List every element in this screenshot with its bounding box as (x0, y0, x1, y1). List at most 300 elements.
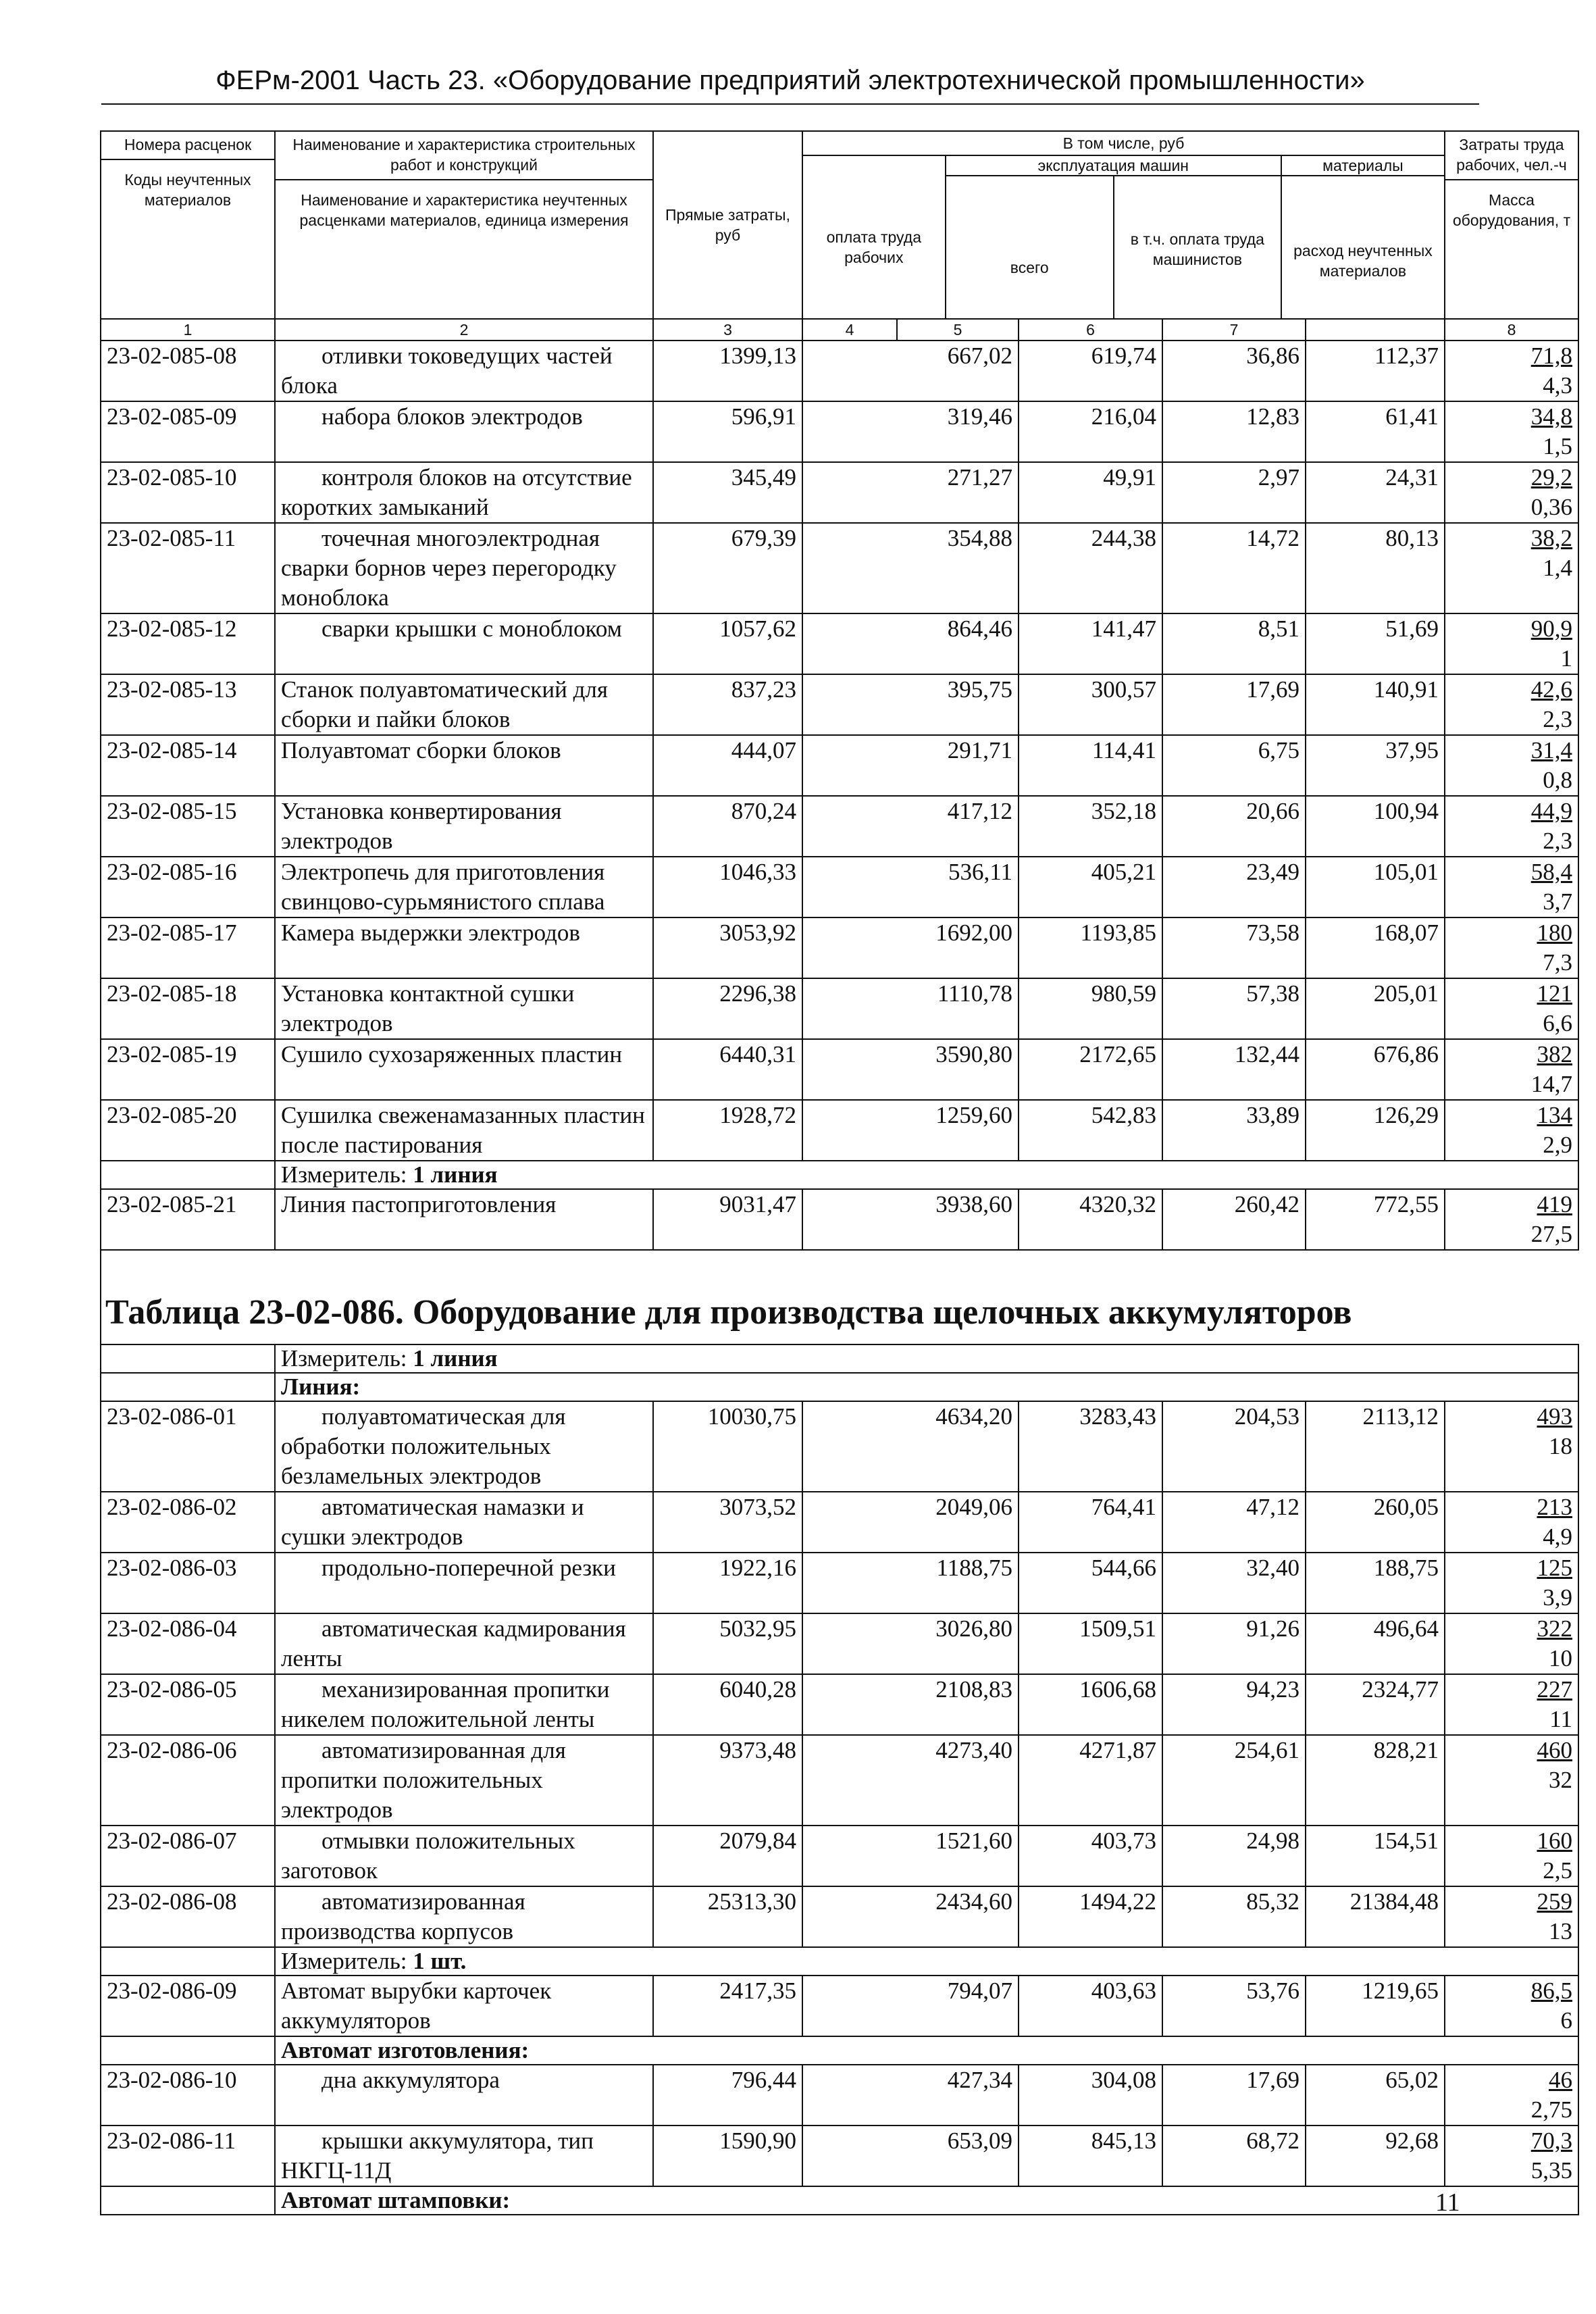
column-number: 8 (1445, 319, 1578, 341)
page-number: 11 (1435, 2188, 1460, 2217)
labor-pay: 1259,60 (802, 1100, 1019, 1161)
machinists-pay: 57,38 (1162, 978, 1306, 1039)
labor-pay: 354,88 (802, 523, 1019, 613)
machinists-pay: 254,61 (1162, 1735, 1306, 1826)
equipment-mass: 4,3 (1543, 372, 1572, 399)
column-number: 5 (897, 319, 1019, 341)
equipment-mass: 13 (1548, 1918, 1572, 1944)
machines-total: 304,08 (1019, 2065, 1162, 2126)
rate-code: 23-02-085-16 (101, 857, 275, 917)
rate-code: 23-02-086-09 (101, 1976, 275, 2036)
rate-name (275, 978, 653, 1039)
header-rate-numbers: Номера расценок (101, 132, 274, 160)
labor-costs: 71,8 (1530, 343, 1572, 369)
table-row (101, 1976, 1578, 2036)
rate-name-text: автоматизированная производства корпусов (281, 1888, 525, 1944)
labor-pay: 2049,06 (802, 1492, 1019, 1553)
materials: 188,75 (1306, 1553, 1445, 1613)
table-row (101, 341, 1578, 401)
table-row (101, 2126, 1578, 2186)
machines-total: 1509,51 (1019, 1613, 1162, 1674)
direct-costs: 1928,72 (653, 1100, 802, 1161)
machinists-pay: 2,97 (1162, 462, 1306, 523)
labor-pay: 3026,80 (802, 1613, 1019, 1674)
rate-name-text: Станок полуавтоматический для сборки и пайки блоков (281, 676, 608, 732)
group-stamp (101, 2186, 1578, 2215)
machines-total: 403,63 (1019, 1976, 1162, 2036)
group-line (101, 1373, 1578, 1401)
table-row (101, 735, 1578, 796)
measure-line-text (275, 1161, 1578, 1189)
machinists-pay: 23,49 (1162, 857, 1306, 917)
header-work-name: Наименование и характеристика строительных работ и конструкций (276, 132, 652, 180)
equipment-mass: 27,5 (1530, 1221, 1572, 1247)
machinists-pay: 32,40 (1162, 1553, 1306, 1613)
rate-name (275, 1826, 653, 1886)
column-number: 6 (1019, 319, 1162, 341)
machinists-pay: 6,75 (1162, 735, 1306, 796)
rates-table (100, 130, 1579, 2215)
labor-pay: 653,09 (802, 2126, 1019, 2186)
labor-costs: 34,8 (1530, 403, 1572, 430)
rate-name-text: Электропечь для приготовления свинцово-сурьмянистого сплава (281, 859, 605, 915)
labor-mass (1445, 2065, 1578, 2126)
labor-costs: 42,6 (1530, 676, 1572, 703)
materials: 154,51 (1306, 1826, 1445, 1886)
group-auto-text (275, 2036, 1578, 2065)
direct-costs: 345,49 (653, 462, 802, 523)
equipment-mass: 1,4 (1543, 555, 1572, 581)
direct-costs: 2417,35 (653, 1976, 802, 2036)
labor-pay: 319,46 (802, 401, 1019, 462)
rate-code: 23-02-086-08 (101, 1886, 275, 1947)
rate-name (275, 674, 653, 735)
rate-name (275, 796, 653, 857)
machinists-pay: 17,69 (1162, 2065, 1306, 2126)
labor-costs: 419 (1537, 1191, 1572, 1217)
machines-total: 2172,65 (1019, 1039, 1162, 1100)
measure-spacer (101, 2186, 275, 2215)
rate-name (275, 1735, 653, 1826)
header-breakdown (802, 131, 1445, 319)
labor-costs: 121 (1537, 980, 1572, 1007)
rate-name-text: автоматизированная для пропитки положительных электродов (281, 1737, 566, 1823)
machines-total: 1494,22 (1019, 1886, 1162, 1947)
equipment-mass: 7,3 (1543, 949, 1572, 976)
table-title-row (101, 1250, 1578, 1344)
machines-total: 49,91 (1019, 462, 1162, 523)
machinists-pay: 20,66 (1162, 796, 1306, 857)
labor-mass (1445, 613, 1578, 674)
equipment-mass: 1,5 (1543, 433, 1572, 459)
materials: 112,37 (1306, 341, 1445, 401)
materials: 65,02 (1306, 2065, 1445, 2126)
rate-code: 23-02-085-20 (101, 1100, 275, 1161)
header-machines: эксплуатация машин (946, 156, 1281, 176)
table-row (101, 978, 1578, 1039)
rate-name (275, 917, 653, 978)
rate-name (275, 1100, 653, 1161)
equipment-mass: 6 (1560, 2007, 1572, 2034)
machinists-pay: 53,76 (1162, 1976, 1306, 2036)
labor-mass (1445, 1492, 1578, 1553)
labor-mass (1445, 1613, 1578, 1674)
machinists-pay: 12,83 (1162, 401, 1306, 462)
column-number: 3 (653, 319, 802, 341)
rate-name-text: Сушило сухозаряженных пластин (281, 1041, 623, 1067)
header-material-name: Наименование и характеристика неучтенных расценками материалов, единица измерения (299, 191, 629, 229)
rate-name (275, 341, 653, 401)
machines-total: 216,04 (1019, 401, 1162, 462)
table-row (101, 613, 1578, 674)
direct-costs: 9031,47 (653, 1189, 802, 1250)
labor-mass (1445, 401, 1578, 462)
measure-spacer (101, 1373, 275, 1401)
rate-name (275, 857, 653, 917)
labor-mass (1445, 1553, 1578, 1613)
machines-total: 3283,43 (1019, 1401, 1162, 1492)
machines-total: 1606,68 (1019, 1674, 1162, 1735)
rate-name-text: набора блоков электродов (321, 403, 583, 430)
measure-spacer (101, 1344, 275, 1373)
labor-costs: 160 (1537, 1828, 1572, 1854)
labor-mass (1445, 857, 1578, 917)
labor-costs: 31,4 (1530, 737, 1572, 763)
table-row (101, 1492, 1578, 1553)
labor-mass (1445, 1401, 1578, 1492)
labor-pay: 864,46 (802, 613, 1019, 674)
header-labor-costs: Затраты труда рабочих, чел.-ч (1445, 132, 1578, 180)
labor-mass (1445, 1100, 1578, 1161)
rate-code: 23-02-085-09 (101, 401, 275, 462)
direct-costs: 679,39 (653, 523, 802, 613)
measure-line-label: Измеритель: 1 линия (281, 1161, 498, 1188)
rate-name (275, 1886, 653, 1947)
machines-total: 4320,32 (1019, 1189, 1162, 1250)
rate-name (275, 1039, 653, 1100)
labor-pay: 3938,60 (802, 1189, 1019, 1250)
materials: 100,94 (1306, 796, 1445, 857)
rate-name-text: Установка конвертирования электродов (281, 798, 562, 854)
table-row (101, 523, 1578, 613)
labor-pay: 3590,80 (802, 1039, 1019, 1100)
measure-pc-label: Измеритель: 1 шт. (281, 1948, 467, 1974)
rate-code: 23-02-085-08 (101, 341, 275, 401)
labor-costs: 90,9 (1530, 615, 1572, 642)
rate-name-text: отливки токоведущих частей блока (281, 343, 613, 399)
header-unaccounted-materials: расход неучтенных материалов (1293, 242, 1433, 280)
direct-costs: 10030,75 (653, 1401, 802, 1492)
header-materials: материалы (1281, 156, 1444, 176)
group-auto (101, 2036, 1578, 2065)
equipment-mass: 3,9 (1543, 1584, 1572, 1611)
materials: 61,41 (1306, 401, 1445, 462)
direct-costs: 5032,95 (653, 1613, 802, 1674)
header-machines-total: всего (946, 176, 1114, 318)
rate-name-text: Установка контактной сушки электродов (281, 980, 575, 1036)
labor-costs: 493 (1537, 1403, 1572, 1430)
labor-pay: 794,07 (802, 1976, 1019, 2036)
page-header: ФЕРм-2001 Часть 23. «Оборудование предприятий электротехнической промышленности» (101, 64, 1479, 105)
materials: 772,55 (1306, 1189, 1445, 1250)
rate-code: 23-02-086-05 (101, 1674, 275, 1735)
labor-costs: 180 (1537, 920, 1572, 946)
materials: 80,13 (1306, 523, 1445, 613)
equipment-mass: 0,36 (1530, 494, 1572, 520)
machines-total: 141,47 (1019, 613, 1162, 674)
rate-code: 23-02-085-10 (101, 462, 275, 523)
header-mass: Масса оборудования, т (1452, 191, 1571, 229)
equipment-mass: 3,7 (1543, 888, 1572, 915)
rate-code: 23-02-085-21 (101, 1189, 275, 1250)
labor-costs: 134 (1537, 1102, 1572, 1128)
labor-pay: 1521,60 (802, 1826, 1019, 1886)
column-number: 4 (802, 319, 897, 341)
rate-name-text: механизированная пропитки никелем положительной ленты (281, 1676, 610, 1732)
labor-pay: 4634,20 (802, 1401, 1019, 1492)
direct-costs: 9373,48 (653, 1735, 802, 1826)
measure-line-2 (101, 1344, 1578, 1373)
header-names (275, 131, 653, 319)
materials: 2113,12 (1306, 1401, 1445, 1492)
direct-costs: 2079,84 (653, 1826, 802, 1886)
machines-total: 405,21 (1019, 857, 1162, 917)
machinists-pay: 14,72 (1162, 523, 1306, 613)
header-labor-mass (1445, 131, 1578, 319)
direct-costs: 6440,31 (653, 1039, 802, 1100)
machines-total: 352,18 (1019, 796, 1162, 857)
table-row (101, 1100, 1578, 1161)
rate-name-text: отмывки положительных заготовок (281, 1828, 575, 1884)
table-header-row (101, 131, 1578, 319)
direct-costs: 25313,30 (653, 1886, 802, 1947)
direct-costs: 2296,38 (653, 978, 802, 1039)
machines-total: 980,59 (1019, 978, 1162, 1039)
equipment-mass: 4,9 (1543, 1524, 1572, 1550)
materials: 37,95 (1306, 735, 1445, 796)
rate-name-text: Автомат вырубки карточек аккумуляторов (281, 1978, 552, 2034)
table-row (101, 796, 1578, 857)
header-labor-pay: оплата труда рабочих (803, 156, 946, 318)
labor-pay: 1188,75 (802, 1553, 1019, 1613)
labor-pay: 2434,60 (802, 1886, 1019, 1947)
labor-mass (1445, 1976, 1578, 2036)
rate-code: 23-02-085-12 (101, 613, 275, 674)
rate-name (275, 1976, 653, 2036)
labor-pay: 2108,83 (802, 1674, 1019, 1735)
table-row (101, 857, 1578, 917)
table-row (101, 674, 1578, 735)
header-machinists-pay: в т.ч. оплата труда машинистов (1114, 176, 1281, 318)
rate-name (275, 2065, 653, 2126)
machinists-pay: 17,69 (1162, 674, 1306, 735)
rate-name (275, 735, 653, 796)
materials: 828,21 (1306, 1735, 1445, 1826)
measure-spacer (101, 1947, 275, 1976)
rate-name-text: Полуавтомат сборки блоков (281, 737, 561, 763)
machinists-pay: 204,53 (1162, 1401, 1306, 1492)
labor-pay: 1110,78 (802, 978, 1019, 1039)
labor-costs: 38,2 (1530, 525, 1572, 551)
machinists-pay: 8,51 (1162, 613, 1306, 674)
group-line-text (275, 1373, 1578, 1401)
table-row (101, 1826, 1578, 1886)
rate-name (275, 1492, 653, 1553)
table-row (101, 1401, 1578, 1492)
direct-costs: 837,23 (653, 674, 802, 735)
equipment-mass: 2,9 (1543, 1132, 1572, 1158)
machines-total: 544,66 (1019, 1553, 1162, 1613)
direct-costs: 1046,33 (653, 857, 802, 917)
materials: 51,69 (1306, 613, 1445, 674)
equipment-mass: 0,8 (1543, 767, 1572, 793)
column-number: 2 (275, 319, 653, 341)
direct-costs: 1922,16 (653, 1553, 802, 1613)
group-line-label: Линия: (281, 1374, 361, 1400)
materials: 205,01 (1306, 978, 1445, 1039)
labor-pay: 291,71 (802, 735, 1019, 796)
machines-total: 403,73 (1019, 1826, 1162, 1886)
rate-code: 23-02-086-11 (101, 2126, 275, 2186)
machines-total: 845,13 (1019, 2126, 1162, 2186)
labor-pay: 395,75 (802, 674, 1019, 735)
column-number: 7 (1162, 319, 1306, 341)
materials: 496,64 (1306, 1613, 1445, 1674)
rate-name-text: автоматическая кадмирования ленты (281, 1615, 626, 1671)
measure-line-2-label: Измеритель: 1 линия (281, 1345, 498, 1372)
equipment-mass: 14,7 (1530, 1071, 1572, 1097)
direct-costs: 444,07 (653, 735, 802, 796)
header-material-codes: Коды неучтенных материалов (124, 171, 251, 209)
table-row (101, 401, 1578, 462)
group-stamp-label: Автомат штамповки: (281, 2187, 511, 2213)
direct-costs: 796,44 (653, 2065, 802, 2126)
rate-name (275, 1189, 653, 1250)
labor-costs: 70,3 (1530, 2128, 1572, 2154)
materials: 21384,48 (1306, 1886, 1445, 1947)
header-codes (101, 131, 275, 319)
labor-pay: 536,11 (802, 857, 1019, 917)
materials: 126,29 (1306, 1100, 1445, 1161)
rate-code: 23-02-086-01 (101, 1401, 275, 1492)
labor-mass (1445, 2126, 1578, 2186)
measure-spacer (101, 2036, 275, 2065)
machinists-pay: 260,42 (1162, 1189, 1306, 1250)
rate-code: 23-02-086-03 (101, 1553, 275, 1613)
labor-mass (1445, 1826, 1578, 1886)
machinists-pay: 94,23 (1162, 1674, 1306, 1735)
machines-total: 300,57 (1019, 674, 1162, 735)
labor-mass (1445, 1039, 1578, 1100)
machinists-pay: 47,12 (1162, 1492, 1306, 1553)
labor-pay: 271,27 (802, 462, 1019, 523)
measure-line (101, 1161, 1578, 1189)
labor-mass (1445, 1189, 1578, 1250)
table-row (101, 462, 1578, 523)
labor-costs: 125 (1537, 1555, 1572, 1581)
rate-name-text: Линия пастоприготовления (281, 1191, 557, 1217)
header-direct-costs: Прямые затраты, руб (653, 131, 802, 319)
rate-code: 23-02-085-19 (101, 1039, 275, 1100)
measure-pc (101, 1947, 1578, 1976)
machinists-pay: 132,44 (1162, 1039, 1306, 1100)
labor-mass (1445, 674, 1578, 735)
machines-total: 764,41 (1019, 1492, 1162, 1553)
labor-pay: 427,34 (802, 2065, 1019, 2126)
rate-name (275, 523, 653, 613)
table-row (101, 917, 1578, 978)
rate-name (275, 2126, 653, 2186)
rate-name (275, 1553, 653, 1613)
machinists-pay: 36,86 (1162, 341, 1306, 401)
machines-total: 542,83 (1019, 1100, 1162, 1161)
equipment-mass: 5,35 (1530, 2157, 1572, 2184)
rate-name-text: контроля блоков на отсутствие коротких замыканий (281, 464, 632, 520)
labor-mass (1445, 1735, 1578, 1826)
labor-costs: 46 (1548, 2067, 1572, 2093)
table-row (101, 1674, 1578, 1735)
labor-pay: 417,12 (802, 796, 1019, 857)
equipment-mass: 6,6 (1543, 1010, 1572, 1036)
table-row (101, 1039, 1578, 1100)
table-row (101, 1886, 1578, 1947)
rate-name-text: дна аккумулятора (321, 2067, 500, 2093)
table-row (101, 1735, 1578, 1826)
equipment-mass: 2,75 (1530, 2096, 1572, 2123)
rate-code: 23-02-086-02 (101, 1492, 275, 1553)
column-number (1306, 319, 1445, 341)
machines-total: 1193,85 (1019, 917, 1162, 978)
labor-costs: 259 (1537, 1888, 1572, 1915)
equipment-mass: 2,3 (1543, 706, 1572, 732)
labor-costs: 460 (1537, 1737, 1572, 1763)
rate-name (275, 1401, 653, 1492)
rate-code: 23-02-085-14 (101, 735, 275, 796)
machines-total: 244,38 (1019, 523, 1162, 613)
column-number: 1 (101, 319, 275, 341)
labor-mass (1445, 341, 1578, 401)
direct-costs: 3073,52 (653, 1492, 802, 1553)
labor-mass (1445, 1886, 1578, 1947)
direct-costs: 1399,13 (653, 341, 802, 401)
rate-name (275, 1613, 653, 1674)
rate-name-text: полуавтоматическая для обработки положительных безламельных электродов (281, 1403, 566, 1489)
materials: 105,01 (1306, 857, 1445, 917)
equipment-mass: 1 (1560, 645, 1572, 672)
materials: 140,91 (1306, 674, 1445, 735)
equipment-mass: 11 (1549, 1706, 1572, 1732)
labor-mass (1445, 796, 1578, 857)
labor-costs: 382 (1537, 1041, 1572, 1067)
rate-name (275, 613, 653, 674)
labor-costs: 58,4 (1530, 859, 1572, 885)
labor-costs: 227 (1537, 1676, 1572, 1703)
materials: 2324,77 (1306, 1674, 1445, 1735)
machines-total: 4271,87 (1019, 1735, 1162, 1826)
rate-code: 23-02-086-10 (101, 2065, 275, 2126)
rate-name-text: сварки крышки с моноблоком (321, 615, 622, 642)
equipment-mass: 2,5 (1543, 1857, 1572, 1884)
direct-costs: 3053,92 (653, 917, 802, 978)
machinists-pay: 68,72 (1162, 2126, 1306, 2186)
labor-costs: 322 (1537, 1615, 1572, 1642)
measure-line-2-text (275, 1344, 1578, 1373)
group-stamp-text (275, 2186, 1578, 2215)
rate-name (275, 1674, 653, 1735)
group-auto-label: Автомат изготовления: (281, 2037, 530, 2063)
labor-pay: 667,02 (802, 341, 1019, 401)
machines-total: 619,74 (1019, 341, 1162, 401)
